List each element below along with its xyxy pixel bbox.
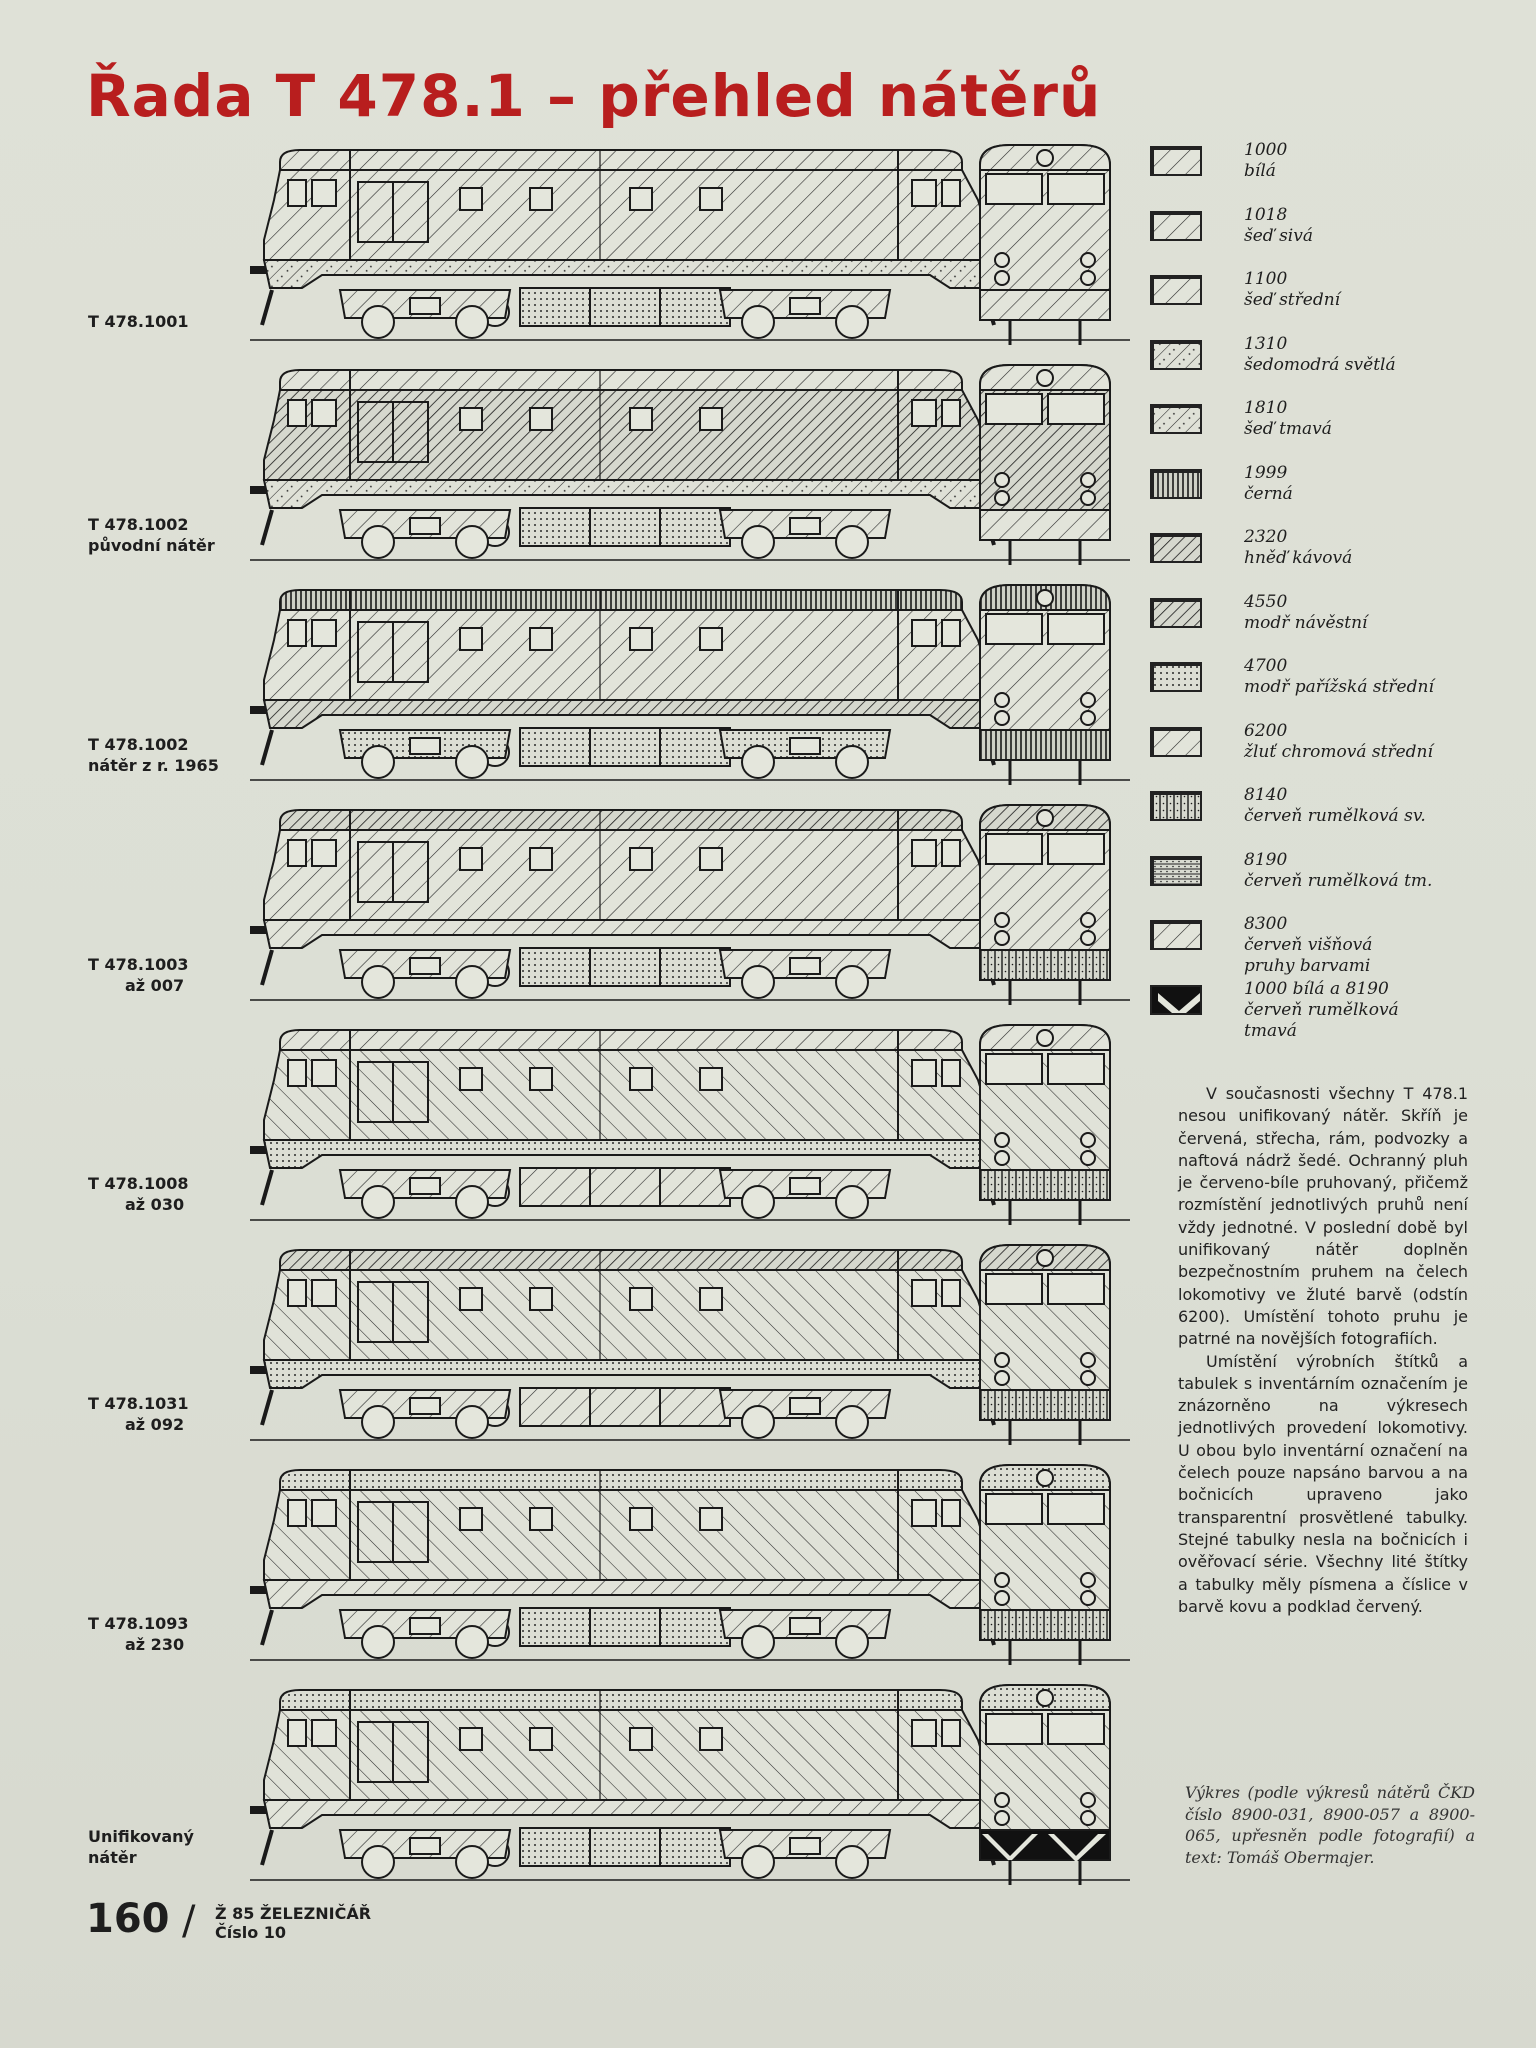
legend-swatch [1150, 146, 1202, 176]
legend-item [1150, 979, 1490, 1039]
legend-name2: pruhy barvami [1244, 956, 1371, 976]
row-label-line2: až 230 [125, 1635, 185, 1654]
legend-name: červeň višňová [1244, 935, 1373, 955]
legend-swatch [1150, 791, 1202, 821]
legend-swatch [1150, 340, 1202, 370]
legend-item [1150, 140, 1490, 200]
locomotive-drawing [250, 1460, 1130, 1674]
legend-code: 8140 [1244, 785, 1288, 805]
legend-swatch [1150, 275, 1202, 305]
legend-code: 1018 [1244, 204, 1288, 225]
legend-code: 1000 bílá a 8190 [1244, 978, 1389, 999]
row-label-line1: T 478.1031 [88, 1394, 189, 1413]
legend-code: 4550 [1244, 591, 1288, 612]
legend-text [1244, 656, 1434, 698]
row-label-line1: T 478.1003 [88, 955, 189, 974]
legend-swatch [1150, 920, 1202, 950]
legend-swatch [1150, 469, 1202, 499]
legend-name: červeň rumělková [1244, 999, 1399, 1020]
row-label-line2: nátěr z r. 1965 [88, 756, 219, 775]
row-label [88, 734, 219, 776]
legend-item [1150, 527, 1490, 587]
page-title: Řada T 478.1 – přehled nátěrů [86, 62, 1102, 130]
legend-item [1150, 656, 1490, 716]
legend-name: šeď tmavá [1244, 419, 1332, 439]
legend-code: 4700 [1244, 656, 1288, 676]
legend-item [1150, 850, 1490, 910]
row-label [88, 954, 189, 996]
legend-swatch [1150, 533, 1202, 563]
legend-item [1150, 463, 1490, 523]
legend-name: červeň rumělková sv. [1244, 806, 1426, 826]
legend-item [1150, 269, 1490, 329]
legend-text [1244, 979, 1399, 1042]
row-label-line2: až 030 [125, 1195, 185, 1214]
legend-code: 2320 [1244, 527, 1288, 547]
row-label-line2: až 092 [125, 1415, 185, 1434]
legend-name: šeď střední [1244, 290, 1341, 310]
legend-name2: tmavá [1244, 1020, 1297, 1041]
legend-swatch [1150, 856, 1202, 886]
article-paragraph: Umístění výrobních štítků a tabulek s inventárním označením je znázorněno na výkresech jednotlivých provedení lokomotivy. U obou bylo inventární označení na čelech pouze napsáno barvou a na bočnicích upraveno jako transparentní prosvětlené tabulky. Stejné tabulky nesla na bočnicích i ověřovací série. Všechny lité štítky a tabulky měly písmena a číslice v barvě kovu a podklad červený. [1178, 1351, 1468, 1616]
legend-code: 1999 [1244, 462, 1288, 483]
legend-name: bílá [1244, 161, 1276, 181]
legend-code: 8300 [1244, 914, 1288, 934]
row-label-line1: T 478.1093 [88, 1614, 189, 1633]
row-label-line2: původní nátěr [88, 536, 215, 555]
row-label-line2: až 007 [125, 976, 185, 995]
row-label-line1: T 478.1002 [88, 515, 189, 534]
legend-name: šeď sivá [1244, 225, 1313, 246]
legend-text [1244, 269, 1340, 311]
legend-text [1244, 463, 1293, 505]
legend-item [1150, 785, 1490, 845]
issue-number: Číslo 10 [215, 1923, 287, 1942]
locomotive-drawing [250, 1240, 1130, 1454]
legend-text [1244, 527, 1352, 569]
page-separator: / [182, 1898, 196, 1944]
page-number: 160 [86, 1896, 170, 1942]
row-label-line1: T 478.1008 [88, 1174, 189, 1193]
legend-name: šedomodrá světlá [1244, 354, 1396, 375]
legend-name: černá [1244, 483, 1293, 504]
legend-item [1150, 721, 1490, 781]
legend-text [1244, 334, 1396, 376]
legend-swatch [1150, 662, 1202, 692]
legend-name: modř návěstní [1244, 612, 1368, 633]
legend-code: 1310 [1244, 333, 1288, 354]
row-label [88, 514, 215, 556]
legend-text [1244, 205, 1313, 247]
row-label [88, 1173, 189, 1215]
legend-text [1244, 592, 1367, 634]
locomotive-drawing [250, 1020, 1130, 1234]
drawing-credits: Výkres (podle výkresů nátěrů ČKD číslo 8900-031, 8900-057 a 8900-065, upřesněn podle fotografií) a text: Tomáš Obermajer. [1185, 1783, 1475, 1867]
row-label [88, 1393, 189, 1435]
legend-text [1244, 721, 1433, 763]
legend-item [1150, 914, 1490, 974]
locomotive-drawing [250, 580, 1130, 794]
legend-name: žluť chromová střední [1244, 741, 1433, 762]
locomotive-drawing [250, 800, 1130, 1014]
locomotive-drawing [250, 360, 1130, 574]
legend-name: červeň rumělková tm. [1244, 870, 1433, 891]
issue-info [215, 1904, 371, 1942]
row-label-line1: T 478.1001 [88, 312, 189, 331]
row-label-line1: Unifikovaný [88, 1827, 194, 1846]
legend-item [1150, 205, 1490, 265]
legend-text [1244, 398, 1332, 440]
legend-name: modř pařížská střední [1244, 677, 1434, 697]
magazine-name: Ž 85 ŽELEZNIČÁŘ [215, 1904, 372, 1923]
legend-swatch [1150, 211, 1202, 241]
legend-item [1150, 398, 1490, 458]
legend-name: hněď kávová [1244, 548, 1353, 568]
locomotive-drawing [250, 1680, 1130, 1894]
row-label-line1: T 478.1002 [88, 735, 189, 754]
legend-text [1244, 140, 1287, 182]
article-paragraph: V současnosti všechny T 478.1 nesou unifikovaný nátěr. Skříň je červená, střecha, rám, podvozky a naftová nádrž šedé. Ochranný pluh je červeno-bíle pruhovaný, přičemž rozmístění jednotlivých pruhů není vždy jednotné. V poslední době byl unifikovaný nátěr doplněn bezpečnostním pruhem na čelech lokomotivy ve žluté barvě (odstín 6200). Umístění tohoto pruhu je patrné na novějších fotografiích. [1178, 1084, 1468, 1349]
legend-item [1150, 592, 1490, 652]
legend-swatch [1150, 404, 1202, 434]
legend-code: 1000 [1244, 140, 1288, 160]
legend-code: 8190 [1244, 849, 1288, 870]
row-label-line2: nátěr [88, 1848, 137, 1867]
row-label [88, 311, 189, 332]
legend-swatch [1150, 598, 1202, 628]
row-label [88, 1613, 189, 1655]
legend-text [1244, 850, 1432, 892]
legend-swatch [1150, 727, 1202, 757]
legend-code: 1100 [1244, 269, 1288, 289]
locomotive-drawing [250, 140, 1130, 354]
row-label [88, 1826, 194, 1868]
legend-text [1244, 785, 1426, 827]
legend-swatch [1150, 985, 1202, 1015]
legend-item [1150, 334, 1490, 394]
article-text [1178, 1083, 1468, 1618]
legend-code: 6200 [1244, 720, 1288, 741]
legend-text [1244, 914, 1372, 977]
legend-code: 1810 [1244, 398, 1288, 418]
